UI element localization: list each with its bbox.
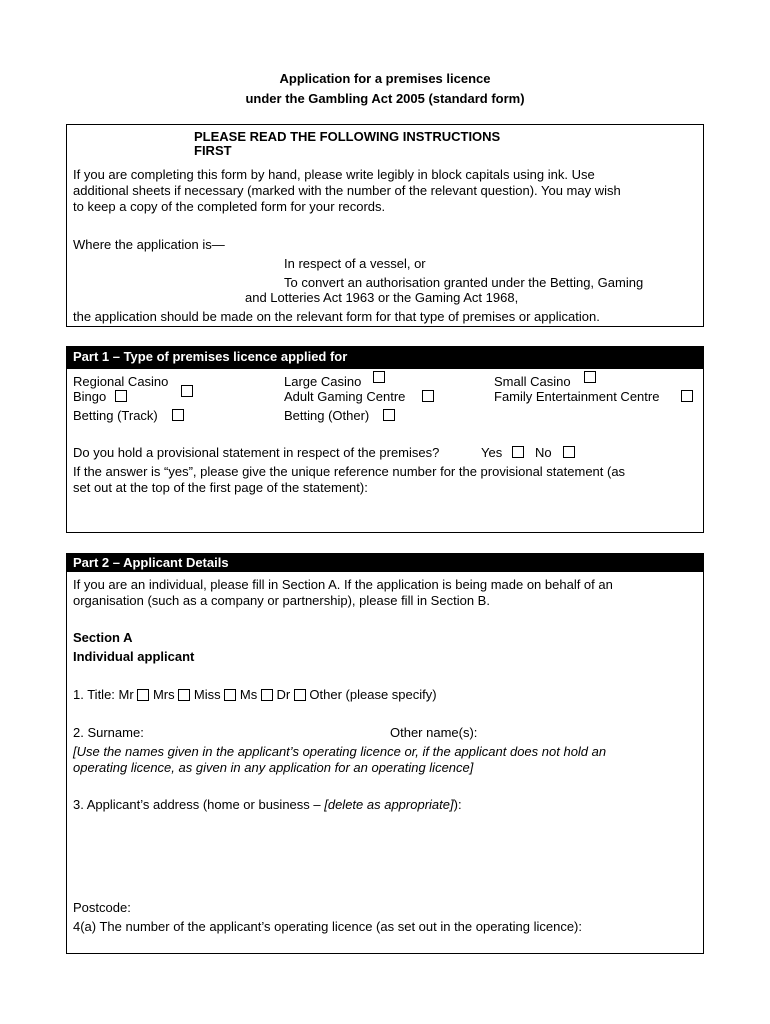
instructions-heading-line1: PLEASE READ THE FOLLOWING INSTRUCTIONS: [194, 129, 501, 144]
title-miss-label: Miss: [193, 687, 221, 702]
title-ms-checkbox[interactable]: [261, 689, 273, 701]
reference-instruction-line2: set out at the top of the first page of the statement):: [73, 480, 368, 495]
title-ms-label: Ms: [239, 687, 258, 702]
section-a-heading: Section A: [73, 630, 133, 645]
title-mrs-label: Mrs: [152, 687, 175, 702]
betting-track-checkbox[interactable]: [172, 409, 184, 421]
instructions-heading-line2: FIRST: [194, 143, 232, 158]
instructions-where: Where the application is—: [73, 237, 225, 252]
adult-gaming-centre-checkbox[interactable]: [422, 390, 434, 402]
part2-intro-line2: organisation (such as a company or partnership), please fill in Section B.: [73, 593, 490, 608]
licence-number-label: 4(a) The number of the applicant’s operating licence (as set out in the operating licence):: [73, 919, 582, 934]
family-entertainment-centre-checkbox[interactable]: [681, 390, 693, 402]
instructions-convert-line1: To convert an authorisation granted under the Betting, Gaming: [284, 275, 644, 290]
title-other-checkbox[interactable]: [294, 689, 306, 701]
part2-intro-line1: If you are an individual, please fill in Section A. If the application is being made on behalf of an: [73, 577, 613, 592]
betting-other-checkbox[interactable]: [383, 409, 395, 421]
provisional-yes-checkbox[interactable]: [512, 446, 524, 458]
instructions-para-line2: additional sheets if necessary (marked with the number of the relevant question). You may wish: [73, 183, 621, 198]
title-miss-checkbox[interactable]: [224, 689, 236, 701]
instructions-para-line3: to keep a copy of the completed form for your records.: [73, 199, 386, 214]
other-names-label: Other name(s):: [390, 725, 478, 740]
large-casino-label: Large Casino: [284, 374, 362, 389]
small-casino-checkbox[interactable]: [584, 371, 596, 383]
form-title-line1: Application for a premises licence: [279, 71, 491, 86]
names-note-line2: operating licence, as given in any application for an operating licence]: [73, 760, 474, 775]
reference-instruction-line1: If the answer is “yes”, please give the unique reference number for the provisional statement (as: [73, 464, 626, 479]
bingo-checkbox[interactable]: [115, 390, 127, 402]
title-dr-label: Dr: [276, 687, 291, 702]
address-label: [73, 797, 462, 812]
form-title-line2: under the Gambling Act 2005 (standard form): [245, 91, 525, 106]
address-label-prefix: 3. Applicant’s address (home or business –: [73, 797, 325, 812]
large-casino-checkbox[interactable]: [373, 371, 385, 383]
postcode-label: Postcode:: [73, 900, 131, 915]
title-other-label: Other (please specify): [309, 687, 437, 702]
address-label-suffix: ):: [453, 797, 462, 812]
small-casino-label: Small Casino: [494, 374, 571, 389]
surname-label: 2. Surname:: [73, 725, 144, 740]
part1-header: Part 1 – Type of premises licence applied for: [66, 346, 704, 368]
individual-applicant-heading: Individual applicant: [73, 649, 195, 664]
title-mrs-checkbox[interactable]: [178, 689, 190, 701]
part2-header: Part 2 – Applicant Details: [66, 553, 704, 571]
provisional-no-label: No: [535, 445, 552, 460]
title-row: [73, 687, 437, 702]
betting-track-label: Betting (Track): [73, 408, 158, 423]
instructions-convert-line2: and Lotteries Act 1963 or the Gaming Act 1968,: [245, 290, 519, 305]
bingo-label: Bingo: [73, 389, 107, 404]
adult-gaming-centre-label: Adult Gaming Centre: [284, 389, 406, 404]
provisional-yes-label: Yes: [481, 445, 503, 460]
provisional-no-checkbox[interactable]: [563, 446, 575, 458]
title-mr-label: Mr: [118, 687, 134, 702]
betting-other-label: Betting (Other): [284, 408, 370, 423]
regional-casino-label: Regional Casino: [73, 374, 169, 389]
title-mr-checkbox[interactable]: [137, 689, 149, 701]
instructions-vessel: In respect of a vessel, or: [284, 256, 426, 271]
provisional-question: Do you hold a provisional statement in respect of the premises?: [73, 445, 440, 460]
title-label: 1. Title:: [73, 687, 115, 702]
address-label-italic: [delete as appropriate]: [324, 797, 454, 812]
regional-casino-checkbox[interactable]: [181, 385, 193, 397]
names-note-line1: [Use the names given in the applicant’s operating licence or, if the applicant does not hold an: [73, 744, 607, 759]
instructions-para-line1: If you are completing this form by hand, please write legibly in block capitals using ink. Use: [73, 167, 595, 182]
family-entertainment-centre-label: Family Entertainment Centre: [494, 389, 660, 404]
instructions-closing: the application should be made on the relevant form for that type of premises or application.: [73, 309, 600, 324]
